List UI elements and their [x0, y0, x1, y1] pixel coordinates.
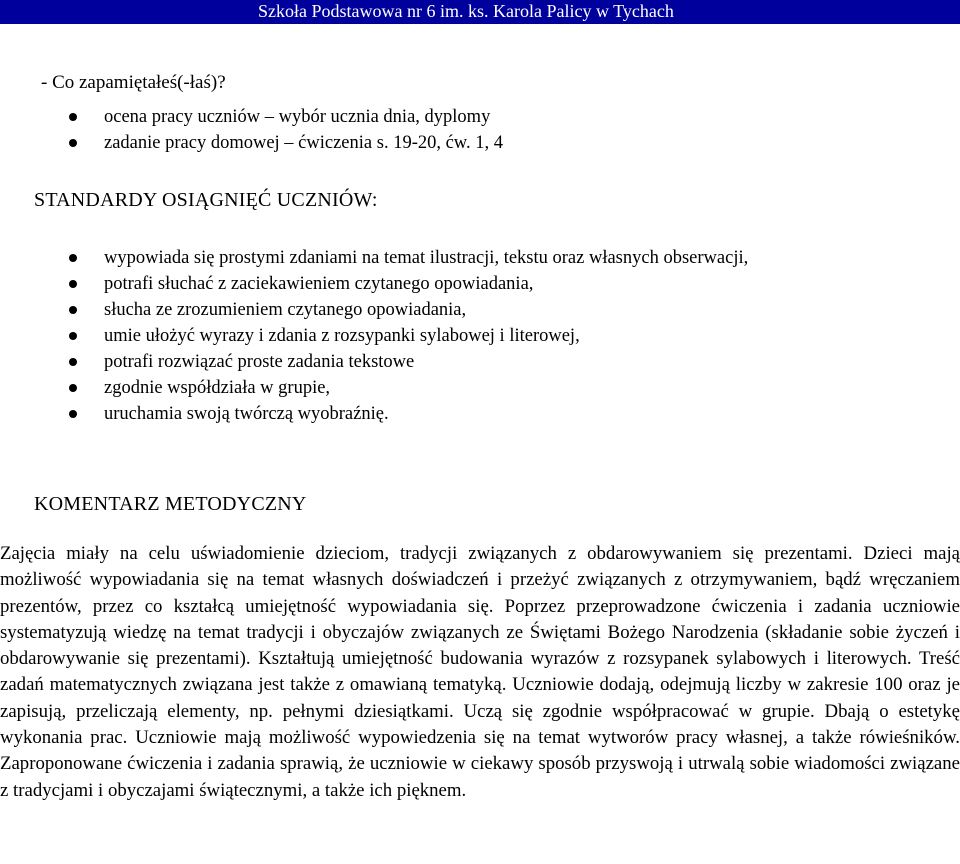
commentary-body [0, 541, 960, 804]
list-item: słucha ze zrozumieniem czytanego opowiadania, [0, 297, 960, 323]
list-item: zadanie pracy domowej – ćwiczenia s. 19-20, ćw. 1, 4 [0, 130, 960, 156]
list-item: umie ułożyć wyrazy i zdania z rozsypanki sylabowej i literowej, [0, 323, 960, 349]
list-item: potrafi słuchać z zaciekawieniem czytanego opowiadania, [0, 271, 960, 297]
list-item: uruchamia swoją twórczą wyobraźnię. [0, 401, 960, 427]
list-item: wypowiada się prostymi zdaniami na temat ilustracji, tekstu oraz własnych obserwacji, [0, 245, 960, 271]
page-header [0, 0, 960, 24]
bullet-icon [69, 139, 77, 147]
commentary-heading: KOMENTARZ METODYCZNY [34, 493, 307, 515]
bullet-icon [69, 254, 77, 262]
list-item: ocena pracy uczniów – wybór ucznia dnia, dyplomy [0, 104, 960, 130]
standards-list [0, 245, 960, 427]
header-title: Szkoła Podstawowa nr 6 im. ks. Karola Palicy w Tychach [258, 1, 674, 21]
standards-heading: STANDARDY OSIĄGNIĘĆ UCZNIÓW: [34, 189, 378, 211]
commentary-text: Zajęcia miały na celu uświadomienie dzieciom, tradycji związanych z obdarowywaniem się prezentami. Dzieci mają możliwość wypowiadania się na temat własnych doświadczeń i przeżyć związanych z otrzymywaniem, bądź wręczaniem prezentów, przez co kształcą umiejętność wypowiadania się. Poprzez przeprowadzone ćwiczenia i zadania uczniowie systematyzują wiedzę na temat tradycji i obyczajów związanych ze Świętami Bożego Narodzenia (składanie sobie życzeń i obdarowywanie się prezentami). Kształtują umiejętność budowania wyrazów z rozsypanek sylabowych i literowych. Treść zadań matematycznych związana jest także z omawianą tematyką. Uczniowie dodają, odejmują liczby w zakresie 100 oraz je zapisują, przeliczają elementy, np. pełnymi dziesiątkami. Uczą się zgodnie współpracować w grupie. Dbają o estetykę wykonania prac. Uczniowie mają możliwość wypowiedzenia się na temat wytworów pracy własnej, a także rówieśników. Zaproponowane ćwiczenia i zadania sprawią, że uczniowie w ciekawy sposób przyswoją i utrwalą sobie wiadomości związane z tradycjami i obyczajami świątecznymi, a także ich pięknem. [0, 543, 960, 801]
bullet-icon [69, 410, 77, 418]
list-item: potrafi rozwiązać proste zadania tekstowe [0, 349, 960, 375]
bullet-icon [69, 306, 77, 314]
bullet-icon [69, 358, 77, 366]
summary-list [0, 104, 960, 156]
list-item: zgodnie współdziała w grupie, [0, 375, 960, 401]
bullet-icon [69, 280, 77, 288]
bullet-icon [69, 113, 77, 121]
bullet-icon [69, 384, 77, 392]
recall-question: - Co zapamiętałeś(-łaś)? [41, 72, 226, 93]
bullet-icon [69, 332, 77, 340]
